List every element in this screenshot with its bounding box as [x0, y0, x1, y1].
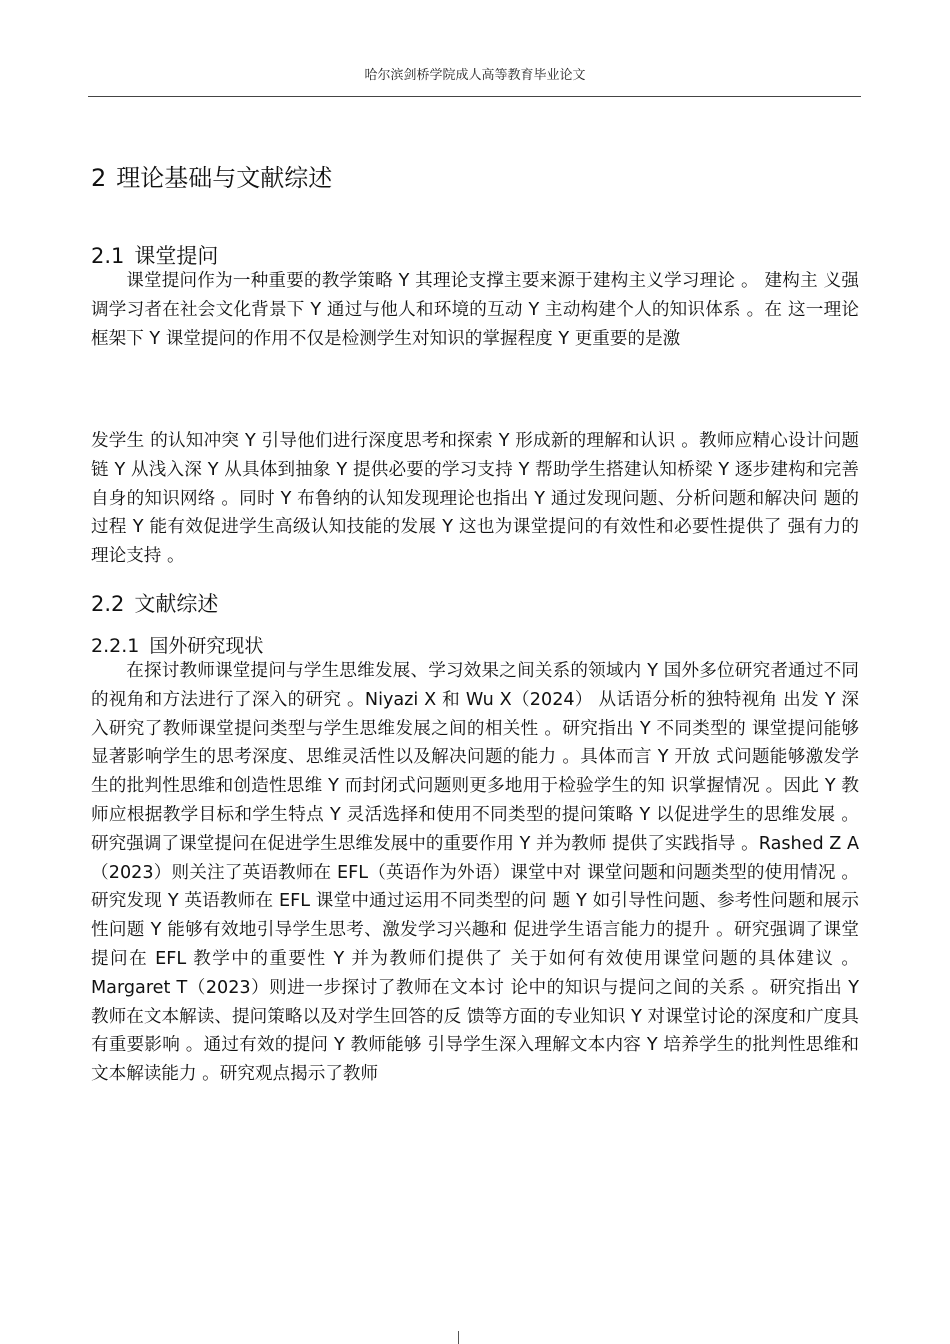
section-heading-2-1: [91, 240, 218, 270]
section-number: 2.1: [91, 244, 125, 268]
page-header: 哈尔滨剑桥学院成人高等教育毕业论文: [364, 68, 586, 83]
chapter-heading: [91, 158, 332, 193]
subsection-heading-2-2-1: [91, 631, 263, 658]
paragraph-2-2-1: 在探讨教师课堂提问与学生思维发展、学习效果之间关系的领域内 Y 国外多位研究者通过不同的视角和方法进行了深入的研究 。Niyazi X 和 Wu X（2024） 从话语分析的独特视角 出发 Y 深入研究了教师课堂提问类型与学生思维发展之间的相关性 。研究指出 Y 不同类型的 课堂提问能够显著影响学生的思考深度、思维灵活性以及解决问题的能力 。具体而言 Y 开放 式问题能够激发学生的批判性思维和创造性思维 Y 而封闭式问题则更多地用于检验学生的知 识掌握情况 。因此 Y 教师应根据教学目标和学生特点 Y 灵活选择和使用不同类型的提问策略 Y 以促进学生的思维发展 。研究强调了课堂提问在促进学生思维发展中的重要作用 Y 并为教师 提供了实践指导 。Rashed Z A（2023）则关注了英语教师在 EFL（英语作为外语）课堂中对 课堂问题和问题类型的使用情况 。研究发现 Y 英语教师在 EFL 课堂中通过运用不同类型的问 题 Y 如引导性问题、参考性问题和展示性问题 Y 能够有效地引导学生思考、激发学习兴趣和 促进学生语言能力的提升 。研究强调了课堂提问在 EFL 教学中的重要性 Y 并为教师们提供了 关于如何有效使用课堂问题的具体建议 。Margaret T（2023）则进一步探讨了教师在文本讨 论中的知识与提问之间的关系 。研究指出 Y 教师在文本解读、提问策略以及对学生回答的反 馈等方面的专业知识 Y 对课堂讨论的深度和广度具有重要影响 。通过有效的提问 Y 教师能够 引导学生深入理解文本内容 Y 培养学生的批判性思维和文本解读能力 。研究观点揭示了教师: [91, 661, 859, 1085]
paragraph-2-1-part2: 发学生 的认知冲突 Y 引导他们进行深度思考和探索 Y 形成新的理解和认识 。教师应精心设计问题链 Y 从浅入深 Y 从具体到抽象 Y 提供必要的学习支持 Y 帮助学生搭建认知桥梁 Y 逐步建构和完善 自身的知识网络 。同时 Y 布鲁纳的认知发现理论也指出 Y 通过发现问题、分析问题和解决问 题的过程 Y 能有效促进学生高级认知技能的发展 Y 这也为课堂提问的有效性和必要性提供了 强有力的理论支持 。: [91, 431, 859, 567]
section-number: 2.2: [91, 592, 125, 616]
page-footer-mark: [458, 1331, 459, 1344]
section-title: 文献综述: [134, 592, 219, 616]
paragraph-2-1-part1: 课堂提问作为一种重要的教学策略 Y 其理论支撑主要来源于建构主义学习理论 。 建构主 义强调学习者在社会文化背景下 Y 通过与他人和环境的互动 Y 主动构建个人的知识体系 。在 这一理论框架下 Y 课堂提问的作用不仅是检测学生对知识的掌握程度 Y 更重要的是激: [91, 271, 859, 349]
section-title: 课堂提问: [134, 244, 219, 268]
chapter-title: 理论基础与文献综述: [116, 164, 333, 192]
subsection-number: 2.2.1: [91, 635, 140, 657]
subsection-title: 国外研究现状: [149, 635, 264, 657]
chapter-number: 2: [91, 164, 107, 192]
section-heading-2-2: [91, 588, 218, 618]
header-divider: [88, 96, 861, 97]
